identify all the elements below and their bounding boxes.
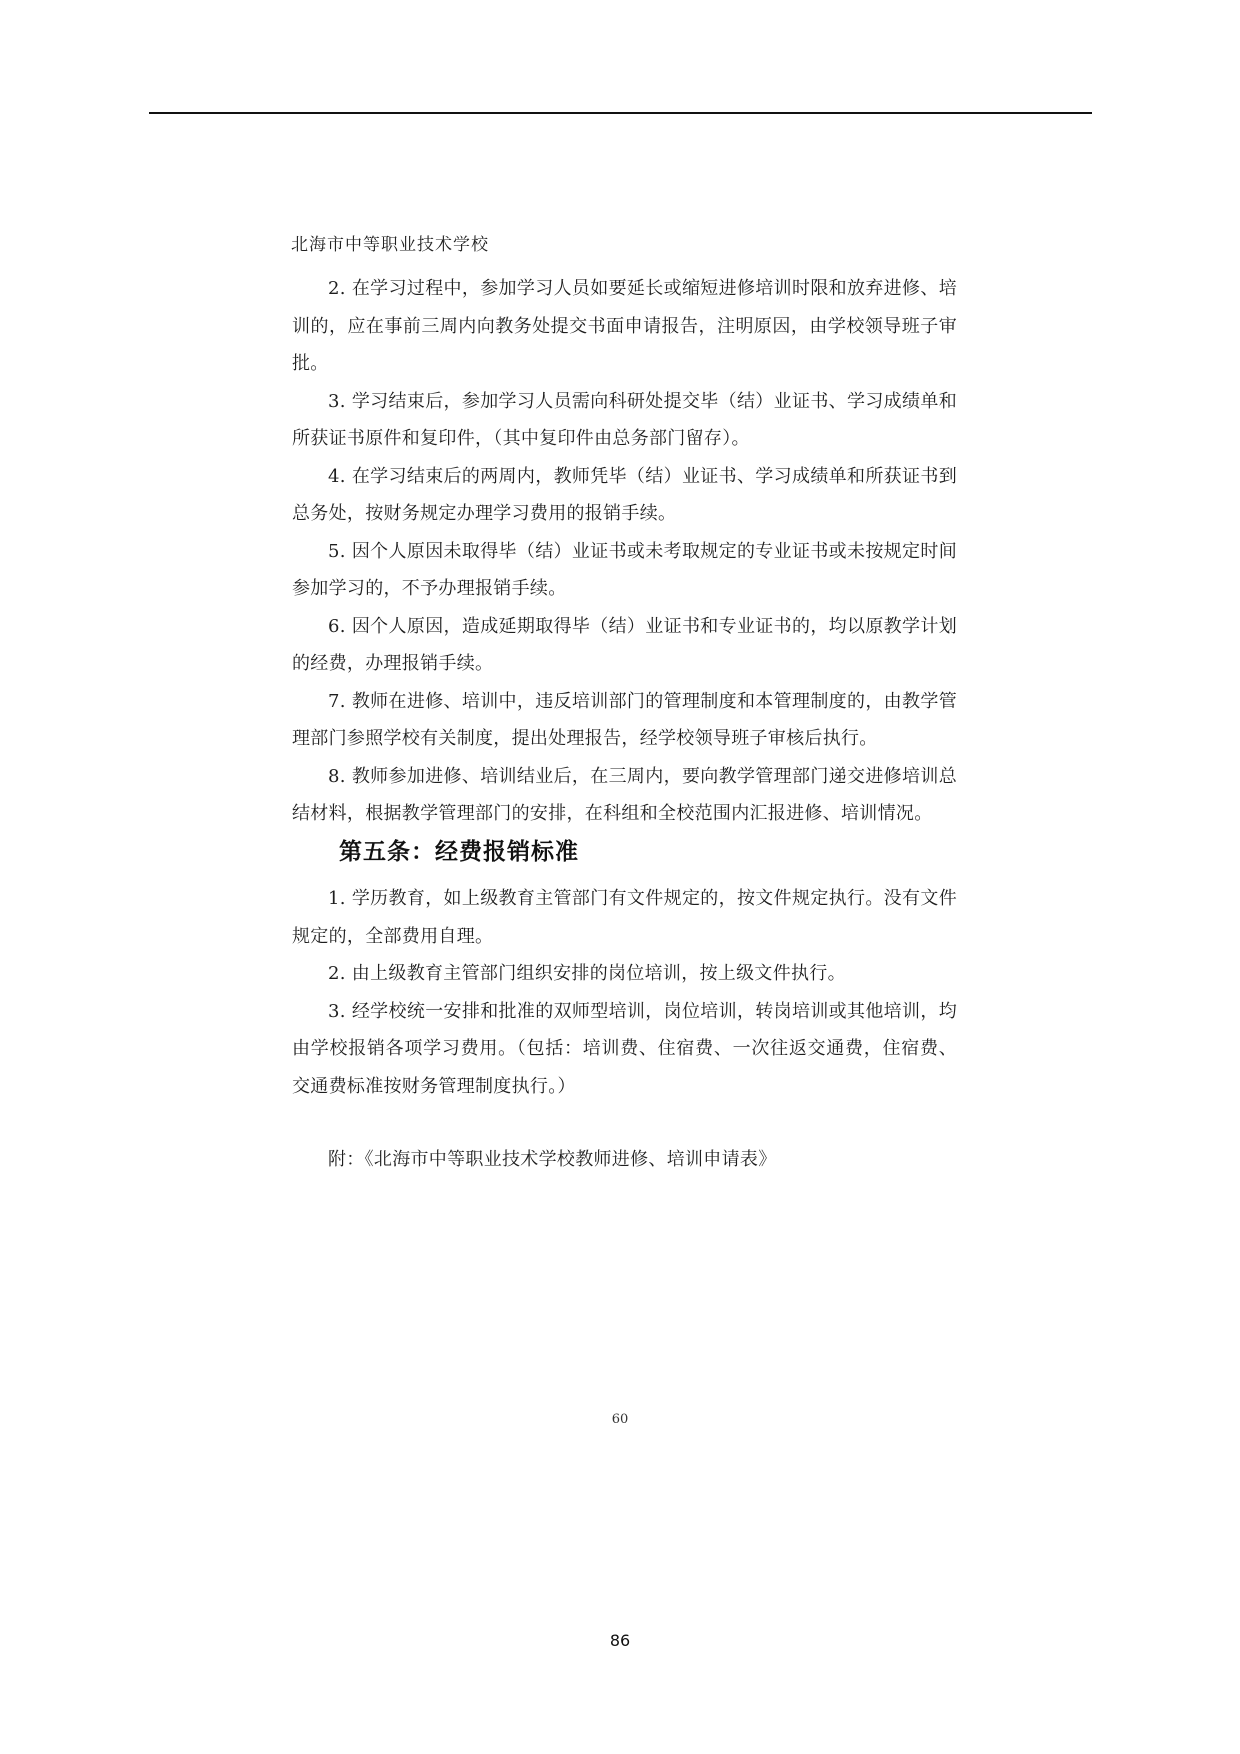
paragraph-item-8: 8. 教师参加进修、培训结业后，在三周内，要向教学管理部门递交进修培训总结材料，根据教学管理部门的安排，在科组和全校范围内汇报进修、培训情况。: [292, 765, 957, 824]
paragraph-item-2: 2. 在学习过程中，参加学习人员如要延长或缩短进修培训时限和放弃进修、培训的，应在事前三周内向教务处提交书面申请报告，注明原因，由学校领导班子审批。: [292, 278, 957, 374]
paragraph-item-3: 3. 学习结束后，参加学习人员需向科研处提交毕（结）业证书、学习成绩单和所获证书原件和复印件，（其中复印件由总务部门留存）。: [292, 390, 957, 449]
inner-page-number: 60: [611, 1412, 629, 1427]
paragraph-item-7: 7. 教师在进修、培训中，违反培训部门的管理制度和本管理制度的，由教学管理部门参照学校有关制度，提出处理报告，经学校领导班子审核后执行。: [292, 690, 957, 749]
section-heading: 第五条：经费报销标准: [339, 839, 579, 865]
paragraph-item-4: 4. 在学习结束后的两周内，教师凭毕（结）业证书、学习成绩单和所获证书到总务处，按财务规定办理学习费用的报销手续。: [292, 465, 957, 524]
header-rule: [149, 112, 1092, 114]
school-name-header: 北海市中等职业技术学校: [291, 235, 489, 255]
expense-item-1: 1. 学历教育，如上级教育主管部门有文件规定的，按文件规定执行。没有文件规定的，全部费用自理。: [292, 888, 957, 947]
regulation-body-part2: [292, 880, 957, 1105]
attachment-note: 附：《北海市中等职业技术学校教师进修、培训申请表》: [328, 1149, 777, 1170]
paragraph-item-6: 6. 因个人原因，造成延期取得毕（结）业证书和专业证书的，均以原教学计划的经费，办理报销手续。: [292, 615, 957, 674]
page-number: 86: [609, 1631, 631, 1650]
expense-item-3: 3. 经学校统一安排和批准的双师型培训，岗位培训，转岗培训或其他培训，均由学校报销各项学习费用。（包括：培训费、住宿费、一次往返交通费，住宿费、交通费标准按财务管理制度执行。）: [292, 1000, 957, 1097]
paragraph-item-5: 5. 因个人原因未取得毕（结）业证书或未考取规定的专业证书或未按规定时间参加学习的，不予办理报销手续。: [292, 540, 957, 599]
expense-item-2: 2. 由上级教育主管部门组织安排的岗位培训，按上级文件执行。: [328, 963, 846, 984]
regulation-body-part1: [292, 270, 957, 833]
